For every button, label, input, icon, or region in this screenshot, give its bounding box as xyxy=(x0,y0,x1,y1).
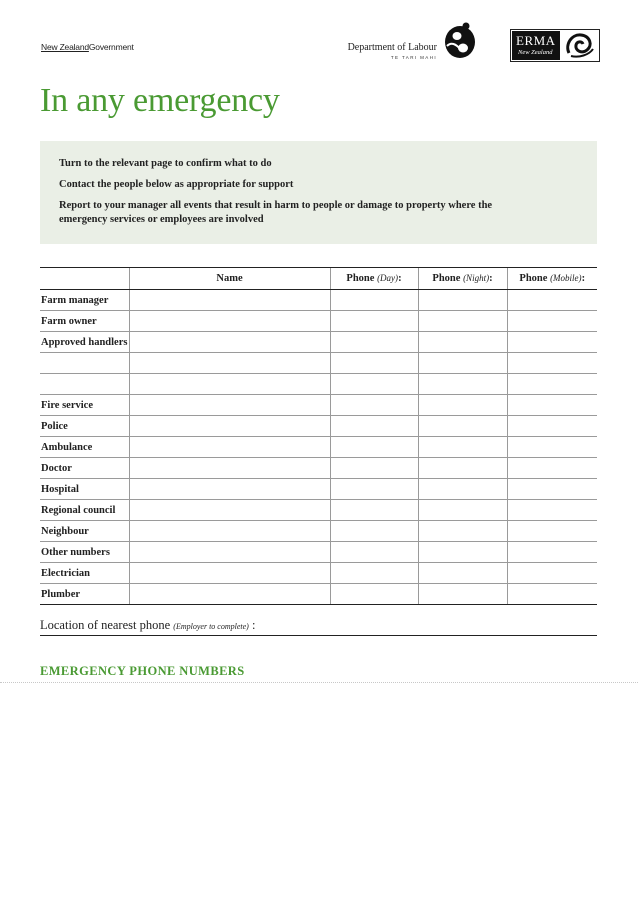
erma-logo-text: ERMA xyxy=(516,33,556,48)
phone-day-cell[interactable] xyxy=(330,479,418,500)
erma-logo xyxy=(510,29,600,62)
table-row xyxy=(40,353,597,374)
table-row xyxy=(40,290,597,311)
header-phone-night: Phone (Night): xyxy=(418,268,507,290)
name-cell[interactable] xyxy=(129,479,330,500)
contact-type-label: Plumber xyxy=(40,584,129,605)
table-row xyxy=(40,311,597,332)
phone-day-cell[interactable] xyxy=(330,458,418,479)
contact-type-label: Approved handlers xyxy=(40,332,129,353)
contact-type-label: Electrician xyxy=(40,563,129,584)
phone-mobile-cell[interactable] xyxy=(507,563,597,584)
phone-day-cell[interactable] xyxy=(330,500,418,521)
department-maori-name: TE TARI MAHI xyxy=(390,55,437,60)
erma-logo-country: New Zealand xyxy=(518,49,553,56)
table-row xyxy=(40,584,597,605)
instruction-box xyxy=(40,141,597,244)
dotted-divider xyxy=(0,682,638,683)
koru-icon xyxy=(563,31,597,60)
contact-type-label: Hospital xyxy=(40,479,129,500)
name-cell[interactable] xyxy=(129,374,330,395)
table-row xyxy=(40,332,597,353)
contact-type-label: Farm owner xyxy=(40,311,129,332)
nz-government-part1: New Zealand xyxy=(41,42,89,52)
phone-night-cell[interactable] xyxy=(418,521,507,542)
phone-day-cell[interactable] xyxy=(330,563,418,584)
contact-type-label: Other numbers xyxy=(40,542,129,563)
phone-mobile-cell[interactable] xyxy=(507,458,597,479)
phone-night-cell[interactable] xyxy=(418,458,507,479)
phone-mobile-cell[interactable] xyxy=(507,416,597,437)
phone-day-cell[interactable] xyxy=(330,311,418,332)
phone-mobile-cell[interactable] xyxy=(507,395,597,416)
phone-night-cell[interactable] xyxy=(418,479,507,500)
table-row xyxy=(40,542,597,563)
phone-mobile-cell[interactable] xyxy=(507,437,597,458)
phone-mobile-cell[interactable] xyxy=(507,521,597,542)
instruction-line: Contact the people below as appropriate for support xyxy=(59,179,294,190)
phone-mobile-cell[interactable] xyxy=(507,584,597,605)
phone-day-cell[interactable] xyxy=(330,395,418,416)
contact-type-label: Farm manager xyxy=(40,290,129,311)
phone-night-cell[interactable] xyxy=(418,437,507,458)
phone-day-cell[interactable] xyxy=(330,584,418,605)
table-row xyxy=(40,437,597,458)
phone-day-cell[interactable] xyxy=(330,374,418,395)
phone-night-cell[interactable] xyxy=(418,416,507,437)
name-cell[interactable] xyxy=(129,437,330,458)
table-row xyxy=(40,416,597,437)
phone-night-cell[interactable] xyxy=(418,395,507,416)
name-cell[interactable] xyxy=(129,332,330,353)
name-cell[interactable] xyxy=(129,500,330,521)
nearest-phone-note: (Employer to complete) xyxy=(173,622,249,631)
contact-type-label: Fire service xyxy=(40,395,129,416)
emergency-phone-numbers-heading: EMERGENCY PHONE NUMBERS xyxy=(40,664,245,678)
table-row xyxy=(40,395,597,416)
name-cell[interactable] xyxy=(129,563,330,584)
nearest-phone-location-field[interactable] xyxy=(40,618,597,636)
phone-day-cell[interactable] xyxy=(330,437,418,458)
phone-night-cell[interactable] xyxy=(418,332,507,353)
contact-type-label: Regional council xyxy=(40,500,129,521)
phone-night-cell[interactable] xyxy=(418,311,507,332)
department-of-labour-wordmark xyxy=(341,42,437,60)
department-name: Department of Labour xyxy=(347,42,437,53)
phone-mobile-cell[interactable] xyxy=(507,542,597,563)
name-cell[interactable] xyxy=(129,290,330,311)
phone-mobile-cell[interactable] xyxy=(507,332,597,353)
phone-mobile-cell[interactable] xyxy=(507,374,597,395)
phone-mobile-cell[interactable] xyxy=(507,353,597,374)
name-cell[interactable] xyxy=(129,311,330,332)
contact-type-label: Police xyxy=(40,416,129,437)
nz-government-logo xyxy=(41,42,134,52)
name-cell[interactable] xyxy=(129,395,330,416)
table-row xyxy=(40,500,597,521)
phone-mobile-cell[interactable] xyxy=(507,290,597,311)
phone-day-cell[interactable] xyxy=(330,416,418,437)
contact-type-label xyxy=(40,353,129,374)
table-row xyxy=(40,374,597,395)
phone-day-cell[interactable] xyxy=(330,353,418,374)
table-row xyxy=(40,563,597,584)
phone-mobile-cell[interactable] xyxy=(507,311,597,332)
page-title: In any emergency xyxy=(40,82,280,119)
phone-day-cell[interactable] xyxy=(330,521,418,542)
table-row xyxy=(40,458,597,479)
phone-mobile-cell[interactable] xyxy=(507,500,597,521)
header-phone-day: Phone (Day): xyxy=(330,268,418,290)
phone-mobile-cell[interactable] xyxy=(507,479,597,500)
contact-type-label: Doctor xyxy=(40,458,129,479)
contact-type-label xyxy=(40,374,129,395)
name-cell[interactable] xyxy=(129,416,330,437)
nearest-phone-label: Location of nearest phone xyxy=(40,618,171,632)
erma-logo-block xyxy=(512,31,560,60)
name-cell[interactable] xyxy=(129,353,330,374)
phone-night-cell[interactable] xyxy=(418,290,507,311)
phone-night-cell[interactable] xyxy=(418,542,507,563)
phone-night-cell[interactable] xyxy=(418,563,507,584)
table-header-row xyxy=(40,268,597,290)
phone-day-cell[interactable] xyxy=(330,542,418,563)
phone-night-cell[interactable] xyxy=(418,584,507,605)
phone-night-cell[interactable] xyxy=(418,374,507,395)
header-name: Name xyxy=(129,268,330,290)
nz-government-part2: Government xyxy=(88,42,134,52)
name-cell[interactable] xyxy=(129,584,330,605)
contact-type-label: Neighbour xyxy=(40,521,129,542)
phone-night-cell[interactable] xyxy=(418,353,507,374)
phone-day-cell[interactable] xyxy=(330,332,418,353)
emergency-contacts-table xyxy=(40,267,597,605)
name-cell[interactable] xyxy=(129,542,330,563)
table-row xyxy=(40,521,597,542)
header-phone-mobile: Phone (Mobile): xyxy=(507,268,597,290)
name-cell[interactable] xyxy=(129,458,330,479)
phone-night-cell[interactable] xyxy=(418,500,507,521)
phone-day-cell[interactable] xyxy=(330,290,418,311)
instruction-line: Report to your manager all events that result in harm to people or damage to property where the emergency services or employees are involved xyxy=(59,200,493,225)
table-row xyxy=(40,479,597,500)
contact-type-label: Ambulance xyxy=(40,437,129,458)
instruction-line: Turn to the relevant page to confirm what to do xyxy=(59,158,272,169)
name-cell[interactable] xyxy=(129,521,330,542)
nearest-phone-colon: : xyxy=(251,618,256,632)
header-contact-type xyxy=(40,268,129,290)
department-of-labour-logo-icon xyxy=(443,20,477,60)
